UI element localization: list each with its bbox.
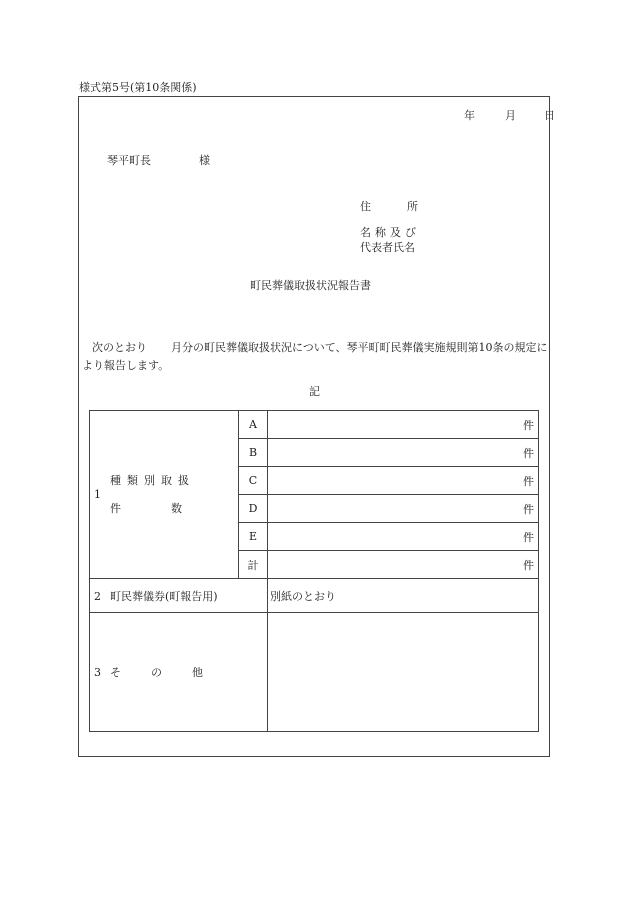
row-count-field[interactable]: 件 <box>268 467 539 495</box>
row-count-field[interactable]: 件 <box>268 411 539 439</box>
other-label-cell: 3 そ の 他 <box>90 613 268 732</box>
category-label-cell: 1 種類別取扱 件 数 <box>90 411 239 579</box>
addressee-honorific: 様 <box>199 154 210 167</box>
table-row <box>90 411 539 439</box>
ticket-label: 町民葬儀券(町報告用) <box>110 589 218 603</box>
date-month: 月 <box>505 109 516 122</box>
ticket-value: 別紙のとおり <box>268 579 539 613</box>
other-field[interactable] <box>268 613 539 732</box>
row-code: B <box>239 439 268 467</box>
date-line <box>464 110 555 121</box>
row-code: A <box>239 411 268 439</box>
report-table <box>89 410 539 732</box>
date-year: 年 <box>464 109 475 122</box>
name-label-line2: 代表者氏名 <box>360 241 415 254</box>
row-code: C <box>239 467 268 495</box>
row-count-field[interactable]: 件 <box>268 523 539 551</box>
form-caption: 様式第5号(第10条関係) <box>79 81 197 94</box>
body-text: 次のとおり 月分の町民葬儀取扱状況について、琴平町町民葬儀実施規則第10条の規定により報告します。 <box>82 341 548 372</box>
date-day: 日 <box>544 109 555 122</box>
addressee <box>107 155 210 166</box>
address-label: 住 所 <box>360 200 418 213</box>
row-count-field-total[interactable]: 件 <box>268 551 539 579</box>
category-label-line1: 種類別取扱 <box>110 473 195 487</box>
row-count-field[interactable]: 件 <box>268 495 539 523</box>
row-code: E <box>239 523 268 551</box>
row-code: D <box>239 495 268 523</box>
ki-heading: 記 <box>309 385 320 398</box>
name-label-line1: 名称及び <box>360 226 420 239</box>
table-row <box>90 613 539 732</box>
ticket-label-cell: 2 町民葬儀券(町報告用) <box>90 579 268 613</box>
row-count-field[interactable]: 件 <box>268 439 539 467</box>
document-title: 町民葬儀取扱状況報告書 <box>250 279 371 292</box>
category-label-line2: 件 数 <box>110 501 182 515</box>
row-code-total: 計 <box>239 551 268 579</box>
table-row <box>90 579 539 613</box>
addressee-name: 琴平町長 <box>107 154 151 167</box>
